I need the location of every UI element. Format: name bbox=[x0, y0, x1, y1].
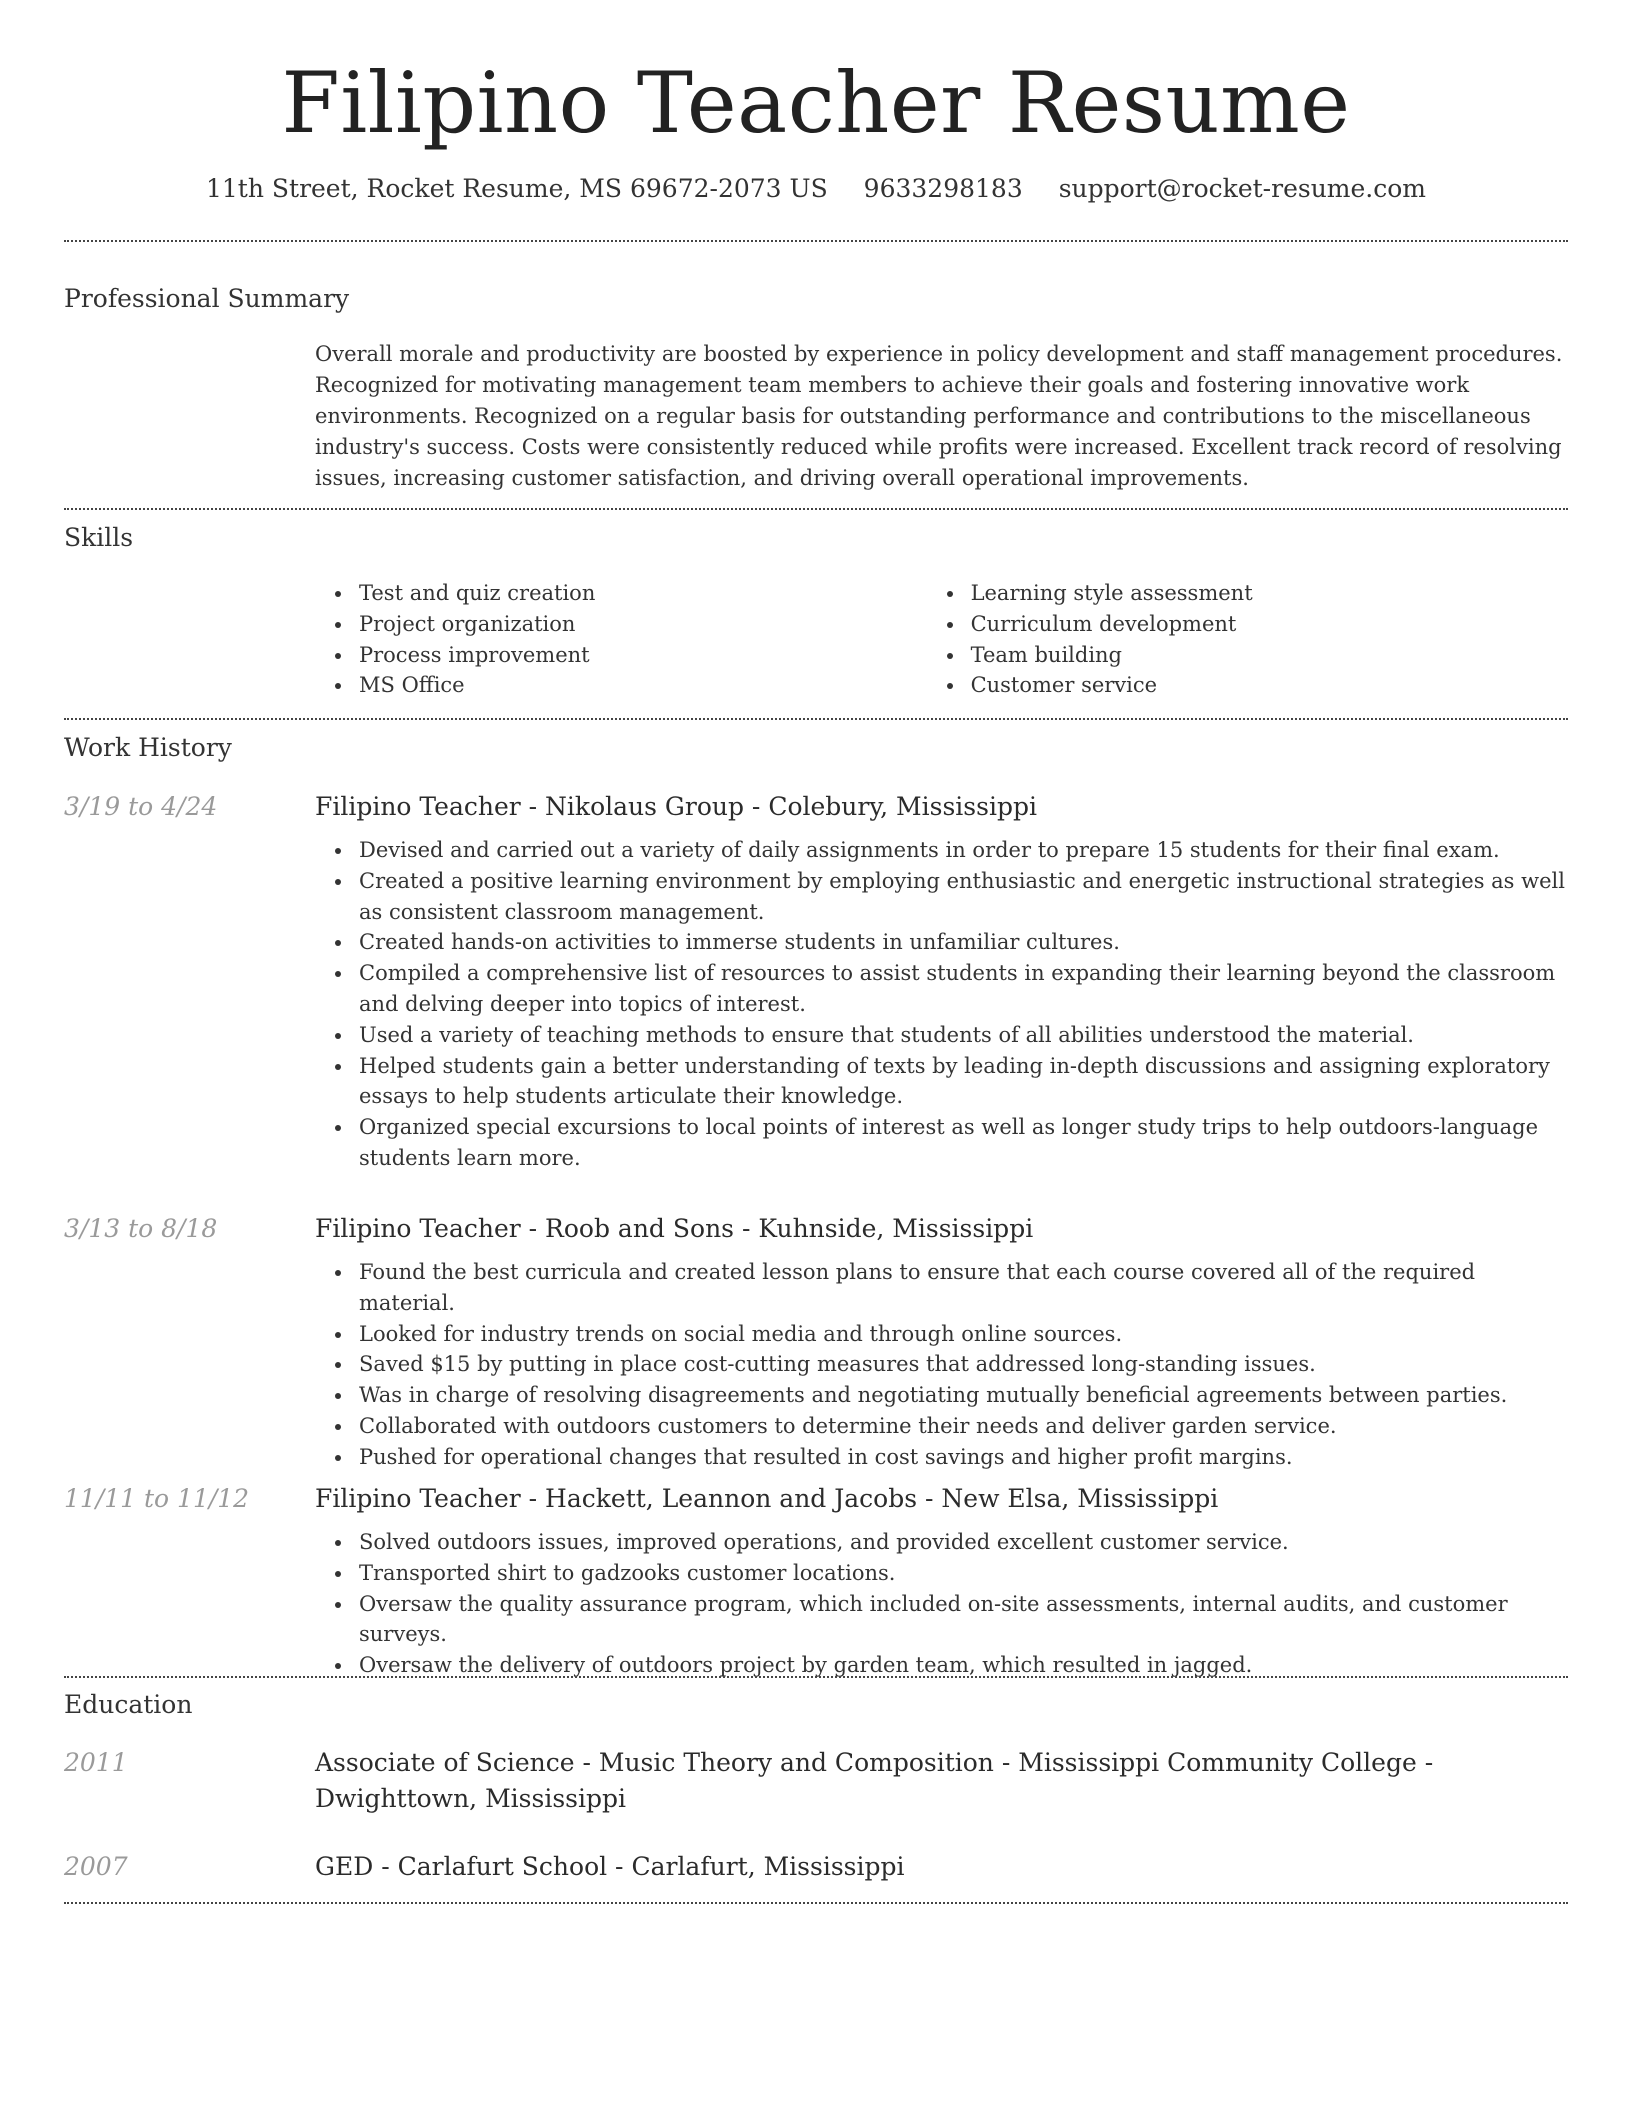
job-bullet: Devised and carried out a variety of daily assignments in order to prepare 15 students for their final exam. bbox=[359, 835, 1568, 866]
education-text: Associate of Science - Music Theory and Composition - Mississippi Community College - Dwighttown, Mississippi bbox=[315, 1748, 1434, 1813]
skill-item: Team building bbox=[971, 640, 1568, 671]
skill-item: Customer service bbox=[971, 670, 1568, 701]
contact-email: support@rocket-resume.com bbox=[1058, 174, 1426, 203]
divider bbox=[64, 508, 1568, 510]
summary-block bbox=[315, 339, 1568, 494]
job-bullet: Solved outdoors issues, improved operations, and provided excellent customer service. bbox=[359, 1527, 1568, 1558]
education-text: GED - Carlafurt School - Carlafurt, Mississippi bbox=[315, 1852, 905, 1881]
contact-info bbox=[64, 170, 1568, 208]
job-entry bbox=[315, 1211, 1568, 1473]
skills-block bbox=[315, 578, 1568, 701]
job-bullet: Found the best curricula and created lesson plans to ensure that each course covered all of the required material. bbox=[359, 1257, 1568, 1319]
section-title-summary: Professional Summary bbox=[64, 284, 350, 313]
job-bullet: Transported shirt to gadzooks customer locations. bbox=[359, 1558, 1568, 1589]
job-bullets bbox=[315, 835, 1568, 1174]
skill-item: Project organization bbox=[359, 609, 927, 640]
job-bullet: Created hands-on activities to immerse students in unfamiliar cultures. bbox=[359, 927, 1568, 958]
skills-list-right bbox=[927, 578, 1568, 701]
job-bullet: Collaborated with outdoors customers to determine their needs and deliver garden service. bbox=[359, 1411, 1568, 1442]
job-bullet: Saved $15 by putting in place cost-cutting measures that addressed long-standing issues. bbox=[359, 1349, 1568, 1380]
job-bullets bbox=[315, 1527, 1568, 1681]
job-bullet: Oversaw the delivery of outdoors project by garden team, which resulted in jagged. bbox=[359, 1650, 1568, 1681]
skill-item: Learning style assessment bbox=[971, 578, 1568, 609]
job-bullet: Oversaw the quality assurance program, which included on-site assessments, internal audits, and customer surveys. bbox=[359, 1589, 1568, 1651]
skills-list-left bbox=[315, 578, 927, 701]
job-bullet: Helped students gain a better understanding of texts by leading in-depth discussions and assigning exploratory essays to help students articulate their knowledge. bbox=[359, 1051, 1568, 1113]
job-dates: 3/13 to 8/18 bbox=[64, 1214, 218, 1243]
skills-columns bbox=[315, 578, 1568, 701]
contact-address: 11th Street, Rocket Resume, MS 69672-2073 US bbox=[205, 174, 828, 203]
job-bullet: Pushed for operational changes that resulted in cost savings and higher profit margins. bbox=[359, 1442, 1568, 1473]
section-title-work: Work History bbox=[64, 733, 232, 762]
job-bullet: Used a variety of teaching methods to ensure that students of all abilities understood the material. bbox=[359, 1020, 1568, 1051]
job-dates: 11/11 to 11/12 bbox=[64, 1484, 250, 1513]
divider bbox=[64, 240, 1568, 242]
job-bullet: Organized special excursions to local points of interest as well as longer study trips to help outdoors-language students learn more. bbox=[359, 1112, 1568, 1174]
section-title-education: Education bbox=[64, 1690, 193, 1719]
contact-phone: 9633298183 bbox=[863, 174, 1023, 203]
job-bullet: Created a positive learning environment by employing enthusiastic and energetic instructional strategies as well as consistent classroom management. bbox=[359, 866, 1568, 928]
skill-item: MS Office bbox=[359, 670, 927, 701]
resume-title: Filipino Teacher Resume bbox=[281, 54, 1351, 152]
skill-item: Curriculum development bbox=[971, 609, 1568, 640]
education-year: 2007 bbox=[64, 1852, 128, 1881]
divider bbox=[64, 1902, 1568, 1904]
job-bullet: Was in charge of resolving disagreements and negotiating mutually beneficial agreements between parties. bbox=[359, 1380, 1568, 1411]
education-year: 2011 bbox=[64, 1748, 128, 1777]
job-title: Filipino Teacher - Roob and Sons - Kuhnside, Mississippi bbox=[315, 1214, 1034, 1243]
skill-item: Process improvement bbox=[359, 640, 927, 671]
job-entry bbox=[315, 789, 1568, 1174]
section-title-skills: Skills bbox=[64, 523, 134, 552]
job-title: Filipino Teacher - Nikolaus Group - Colebury, Mississippi bbox=[315, 792, 1037, 821]
skill-item: Test and quiz creation bbox=[359, 578, 927, 609]
job-bullet: Looked for industry trends on social media and through online sources. bbox=[359, 1319, 1568, 1350]
job-entry bbox=[315, 1481, 1568, 1681]
education-entry bbox=[315, 1849, 1568, 1885]
job-dates: 3/19 to 4/24 bbox=[64, 792, 218, 821]
summary-text: Overall morale and productivity are boosted by experience in policy development and staff management procedures. Recognized for motivating management team members to achieve their goals and fostering innovative work environments. Recognized on a regular basis for outstanding performance and contributions to the miscellaneous industry's success. Costs were consistently reduced while profits were increased. Excellent track record of resolving issues, increasing customer satisfaction, and driving overall operational improvements. bbox=[315, 342, 1563, 490]
job-bullets bbox=[315, 1257, 1568, 1473]
divider bbox=[64, 1676, 1568, 1678]
divider bbox=[64, 718, 1568, 720]
job-title: Filipino Teacher - Hackett, Leannon and Jacobs - New Elsa, Mississippi bbox=[315, 1484, 1219, 1513]
job-bullet: Compiled a comprehensive list of resources to assist students in expanding their learning beyond the classroom and delving deeper into topics of interest. bbox=[359, 958, 1568, 1020]
education-entry bbox=[315, 1745, 1568, 1817]
